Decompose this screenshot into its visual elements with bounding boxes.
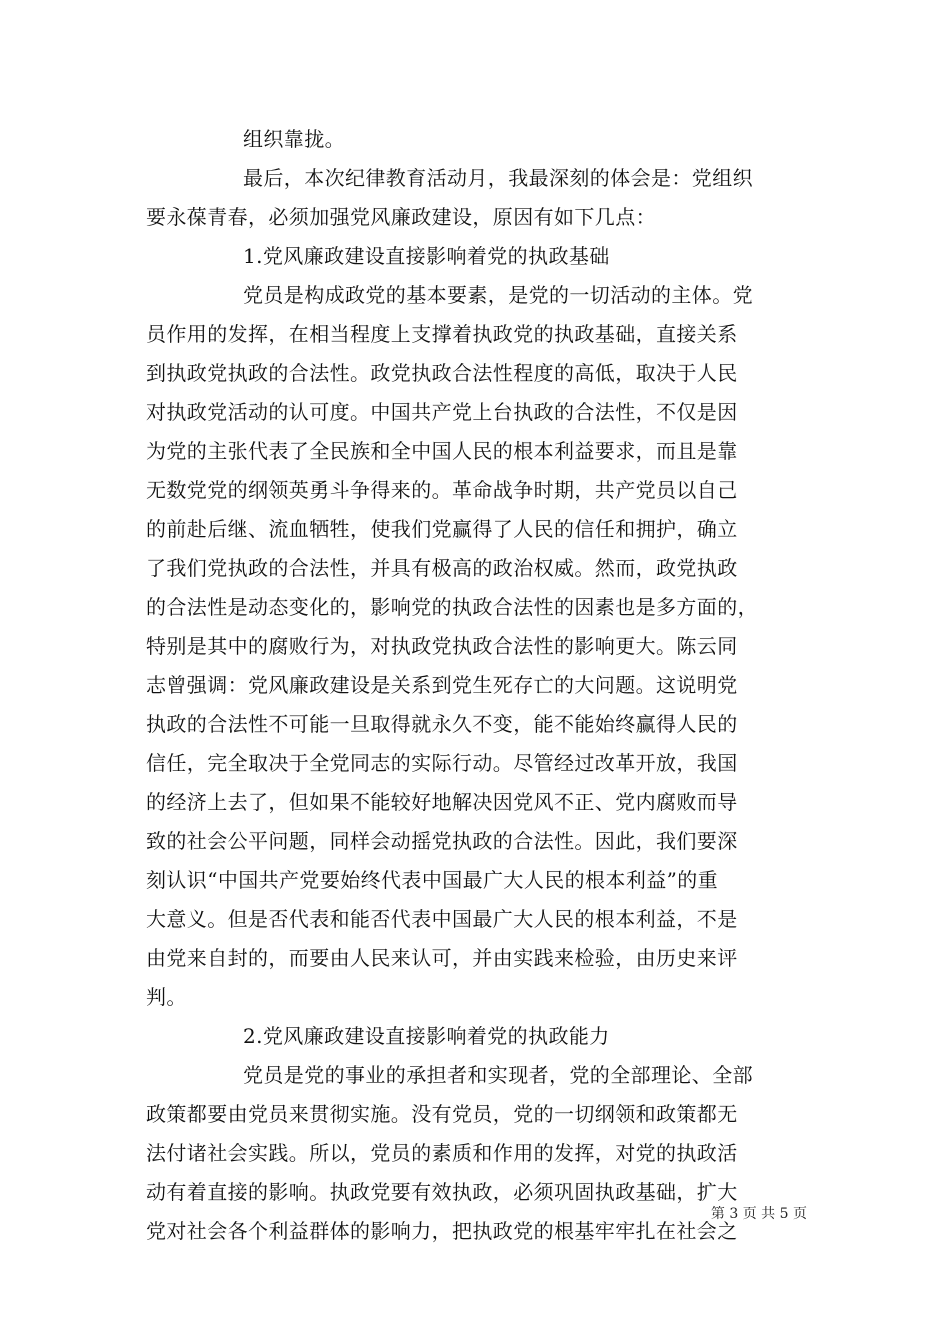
text-line: 为党的主张代表了全民族和全中国人民的根本利益要求，而且是靠 (146, 439, 738, 463)
text-line: 无数党党的纲领英勇斗争得来的。革命战争时期，共产党员以自己 (146, 478, 738, 502)
text-line: 了我们党执政的合法性，并具有极高的政治权威。然而，政党执政 (146, 556, 738, 580)
text-line: 党对社会各个利益群体的影响力，把执政党的根基牢牢扎在社会之 (146, 1219, 738, 1243)
text-line: 刻认识“中国共产党要始终代表中国最广大人民的根本利益”的重 (146, 868, 719, 892)
text-line: 致的社会公平问题，同样会动摇党执政的合法性。因此，我们要深 (146, 829, 738, 853)
document-body (146, 120, 809, 1251)
text-line: 员作用的发挥，在相当程度上支撑着执政党的执政基础，直接关系 (146, 322, 738, 346)
text-line: 对执政党活动的认可度。中国共产党上台执政的合法性，不仅是因 (146, 400, 738, 424)
text-line: 组织靠拢。 (243, 127, 345, 151)
text-line: 到执政党执政的合法性。政党执政合法性程度的高低，取决于人民 (146, 361, 738, 385)
section-heading: 2.党风廉政建设直接影响着党的执政能力 (243, 1024, 610, 1048)
text-line: 政策都要由党员来贯彻实施。没有党员，党的一切纲领和政策都无 (146, 1102, 738, 1126)
text-line: 动有着直接的影响。执政党要有效执政，必须巩固执政基础，扩大 (146, 1180, 738, 1204)
text-line: 法付诸社会实践。所以，党员的素质和作用的发挥，对党的执政活 (146, 1141, 738, 1165)
text-line: 要永葆青春，必须加强党风廉政建设，原因有如下几点： (146, 205, 656, 229)
text-line: 志曾强调：党风廉政建设是关系到党生死存亡的大问题。这说明党 (146, 673, 738, 697)
text-line: 特别是其中的腐败行为，对执政党执政合法性的影响更大。陈云同 (146, 634, 738, 658)
text-line: 大意义。但是否代表和能否代表中国最广大人民的根本利益，不是 (146, 907, 738, 931)
text-line: 最后，本次纪律教育活动月，我最深刻的体会是：党组织 (243, 166, 753, 190)
section-heading: 1.党风廉政建设直接影响着党的执政基础 (243, 244, 610, 268)
text-line: 判。 (146, 985, 187, 1009)
text-line: 执政的合法性不可能一旦取得就永久不变，能不能始终赢得人民的 (146, 712, 738, 736)
text-line: 党员是构成政党的基本要素，是党的一切活动的主体。党 (243, 283, 753, 307)
page-number: 第 3 页 共 5 页 (710, 1206, 807, 1222)
text-line: 由党来自封的，而要由人民来认可，并由实践来检验，由历史来评 (146, 946, 738, 970)
text-line: 的经济上去了，但如果不能较好地解决因党风不正、党内腐败而导 (146, 790, 738, 814)
text-line: 党员是党的事业的承担者和实现者，党的全部理论、全部 (243, 1063, 753, 1087)
text-line: 信任，完全取决于全党同志的实际行动。尽管经过改革开放，我国 (146, 751, 738, 775)
text-line: 的前赴后继、流血牺牲，使我们党赢得了人民的信任和拥护，确立 (146, 517, 738, 541)
text-line: 的合法性是动态变化的，影响党的执政合法性的因素也是多方面的， (146, 595, 758, 619)
